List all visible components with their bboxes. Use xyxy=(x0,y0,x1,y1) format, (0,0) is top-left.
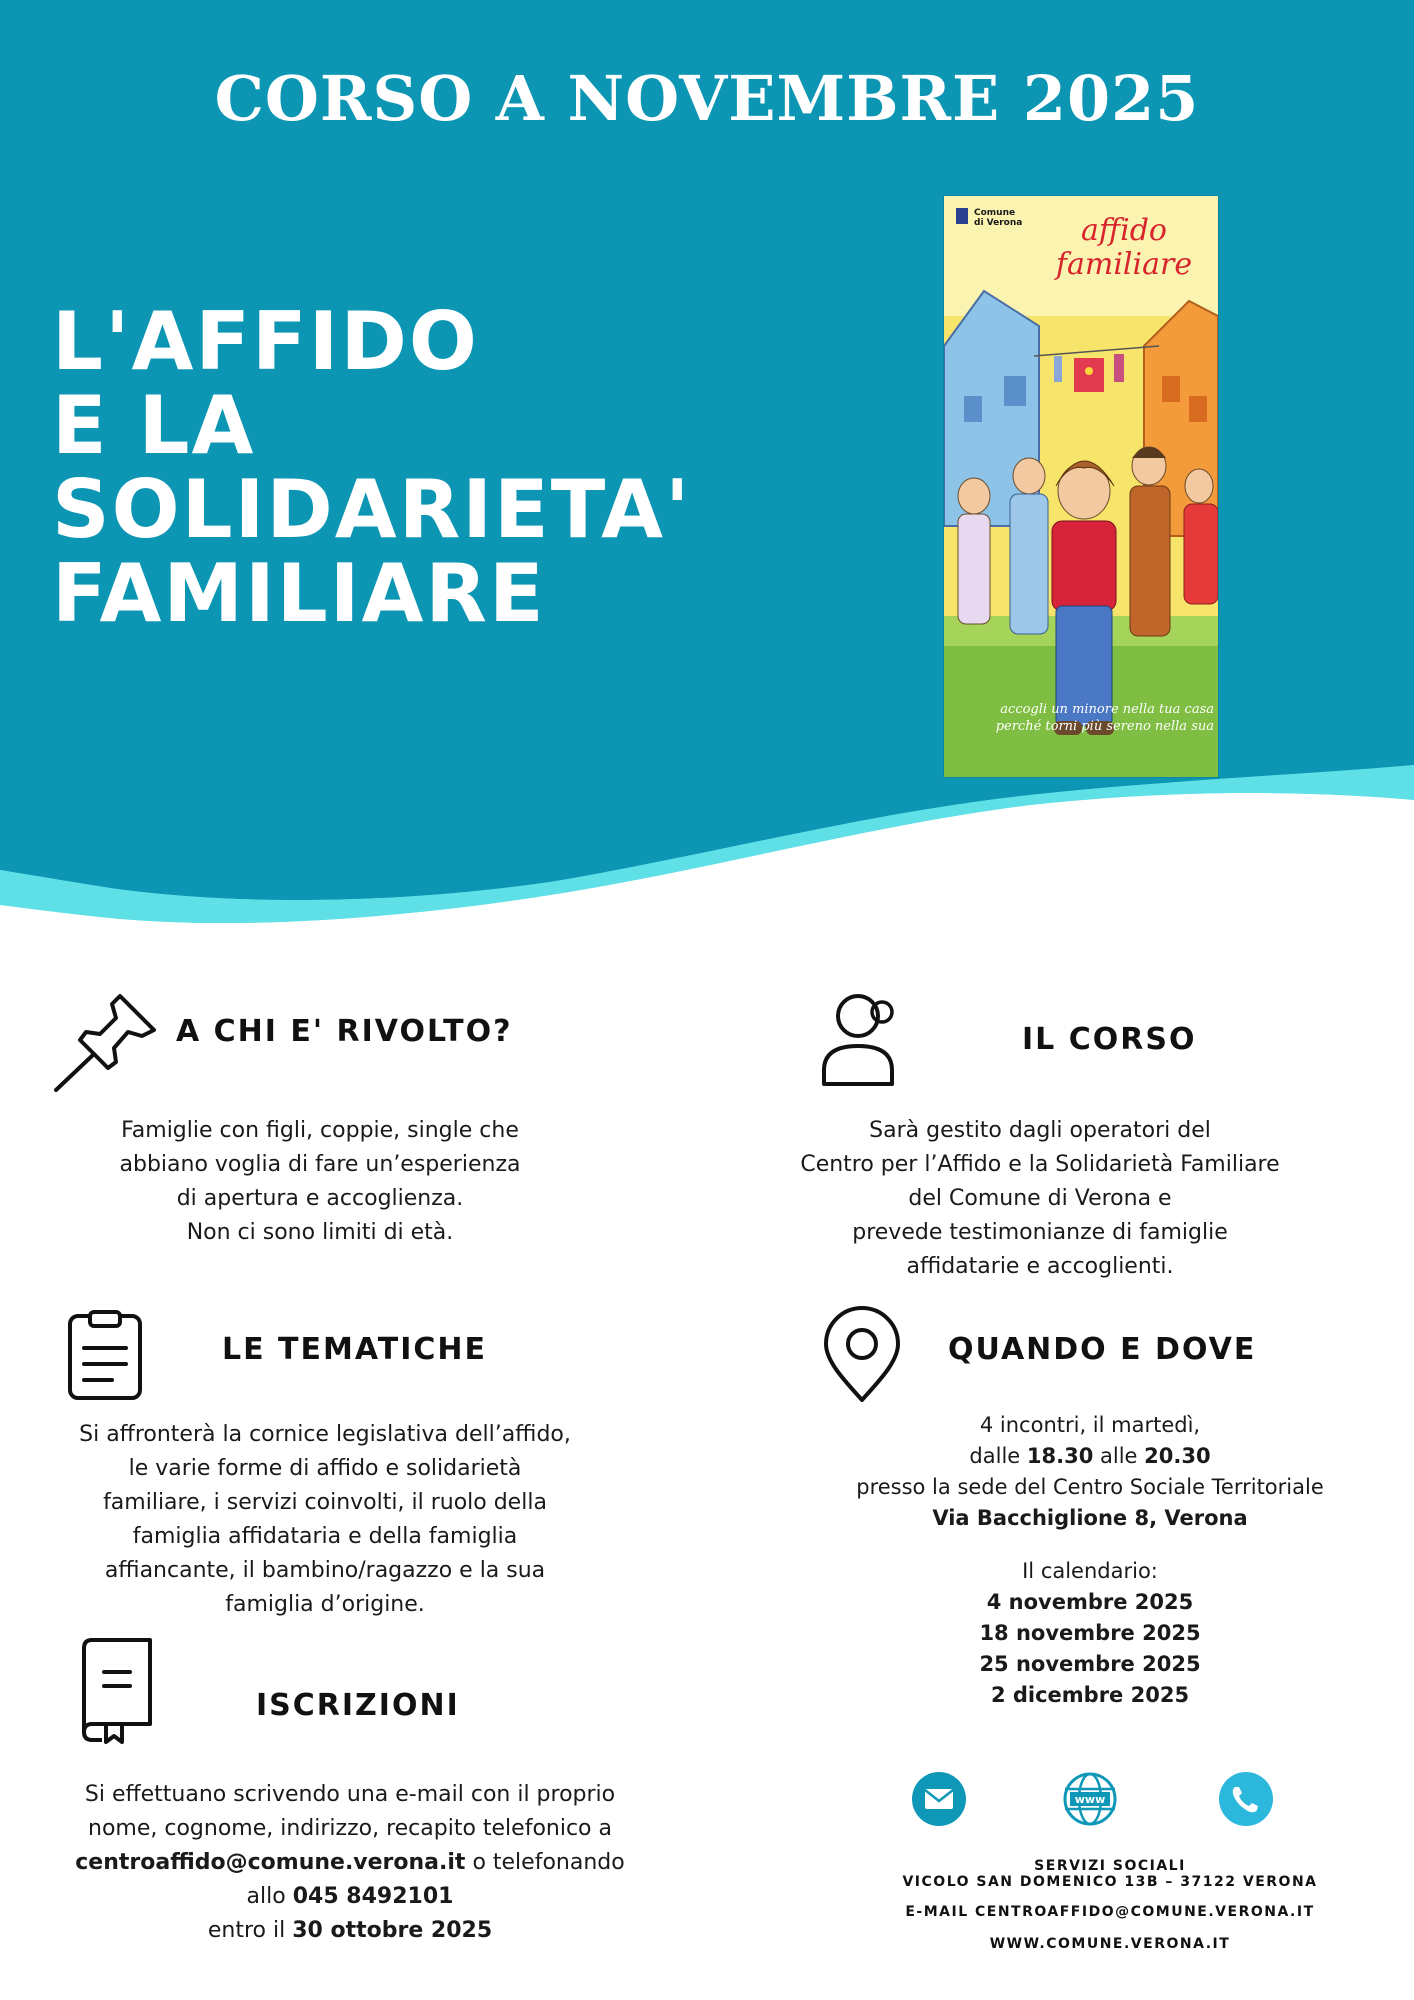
comune-crest-icon xyxy=(956,208,968,224)
title-line: E LA xyxy=(52,379,256,472)
brochure-title: affido familiare xyxy=(1055,213,1193,282)
footer-website[interactable]: WWW.COMUNE.VERONA.IT xyxy=(989,1936,1231,1952)
book-icon xyxy=(78,1636,154,1744)
pushpin-icon xyxy=(50,992,160,1092)
section-heading-rivolto: A CHI E' RIVOLTO? xyxy=(176,1014,513,1049)
time-range: dalle 18.30 alle 20.30 xyxy=(969,1444,1211,1468)
contact-icons-row xyxy=(910,1770,1280,1830)
location-pin-icon xyxy=(822,1306,902,1404)
title-line: L'AFFIDO xyxy=(52,295,479,388)
section-heading-quando: QUANDO E DOVE xyxy=(948,1332,1257,1367)
calendar-date: 18 novembre 2025 xyxy=(979,1621,1201,1645)
phone-icon[interactable] xyxy=(1219,1772,1273,1826)
brochure-comune-label: Comune di Verona xyxy=(974,208,1023,228)
calendar-date: 25 novembre 2025 xyxy=(979,1652,1201,1676)
course-date-heading: CORSO A NOVEMBRE 2025 xyxy=(214,62,1200,135)
footer-address: VICOLO SAN DOMENICO 13B – 37122 VERONA xyxy=(902,1874,1318,1890)
section-heading-tematiche: LE TEMATICHE xyxy=(222,1332,487,1367)
footer-email[interactable]: E-MAIL CENTROAFFIDO@COMUNE.VERONA.IT xyxy=(905,1904,1315,1920)
section-text-tematiche: Si affronterà la cornice legislativa dell’affido, le varie forme di affido e solidarietà familiare, i servizi coinvolti, il ruolo della famiglia affidataria e della famiglia affiancante, il bambino/ragazzo e la sua famiglia d’origine. xyxy=(79,1422,571,1617)
title-line: FAMILIARE xyxy=(52,547,546,640)
section-text-rivolto: Famiglie con figli, coppie, single che abbiano voglia di fare un’esperienza di apertura e accoglienza. Non ci sono limiti di età. xyxy=(119,1118,521,1245)
calendar-date: 2 dicembre 2025 xyxy=(990,1683,1190,1707)
section-text-corso: Sarà gestito dagli operatori del Centro per l’Affido e la Solidarietà Familiare del Comune di Verona e prevede testimonianze di famiglie affidatarie e accoglienti. xyxy=(800,1118,1280,1279)
footer-org: SERVIZI SOCIALI xyxy=(1034,1858,1186,1874)
calendar-date: 4 novembre 2025 xyxy=(986,1590,1194,1614)
brochure-illustration xyxy=(944,196,1218,777)
globe-icon[interactable] xyxy=(1065,1774,1115,1824)
mail-icon[interactable] xyxy=(912,1772,966,1826)
title-line: SOLIDARIETA' xyxy=(52,463,692,556)
section-heading-iscrizioni: ISCRIZIONI xyxy=(256,1688,460,1723)
brochure-cover-image xyxy=(944,196,1218,777)
contact-phone[interactable]: 045 8492101 xyxy=(292,1884,454,1909)
main-title xyxy=(52,295,812,640)
section-heading-corso: IL CORSO xyxy=(1022,1022,1197,1057)
registration-deadline: 30 ottobre 2025 xyxy=(292,1918,493,1943)
venue-address: Via Bacchiglione 8, Verona xyxy=(932,1506,1248,1530)
brochure-tagline: accogli un minore nella tua casa perché torni più sereno nella sua xyxy=(995,702,1214,734)
globe-www-label: www xyxy=(1074,1793,1106,1806)
clipboard-icon xyxy=(66,1310,146,1402)
contact-email[interactable]: centroaffido@comune.verona.it xyxy=(75,1850,466,1875)
section-text-iscrizioni: Si effettuano scrivendo una e-mail con il proprio nome, cognome, indirizzo, recapito telefonico a centroaffido@comune.verona.it o telefonando allo 045 8492101 entro il 30 ottobre 2025 xyxy=(75,1782,625,1943)
person-icon xyxy=(820,990,904,1086)
section-text-quando: 4 incontri, il martedì, dalle 18.30 alle 20.30 presso la sede del Centro Sociale Territoriale Via Bacchiglione 8, Verona Il calendario: 4 novembre 2025 18 novembre 2025 25 novembre 2025 2 dicembre 2025 xyxy=(800,1410,1380,1711)
